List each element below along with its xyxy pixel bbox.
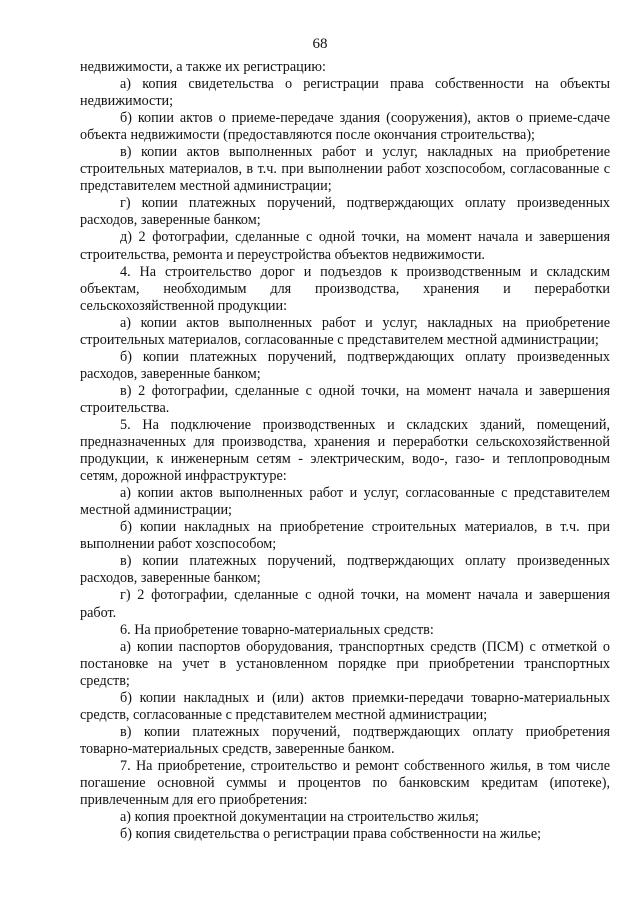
document-body (80, 59, 610, 843)
document-paragraph: 5. На подключение производственных и складских зданий, помещений, предназначенных для производства, хранения и переработки сельскохозяйственной продукции, к инженерным сетям - электрическим, водо-, газо- и теплопроводным сетям, дорожной инфраструктуре: (80, 416, 610, 485)
document-paragraph: 4. На строительство дорог и подъездов к производственным и складским объектам, необходимым для производства, хранения и переработки сельскохозяйственной продукции: (80, 263, 610, 314)
page-number: 68 (312, 36, 328, 52)
document-paragraph: в) копии актов выполненных работ и услуг, накладных на приобретение строительных материалов, в т.ч. при выполнении работ хозспособом, согласованные с представителем местной администрации; (80, 144, 610, 195)
document-paragraph: а) копия проектной документации на строительство жилья; (120, 809, 479, 826)
document-paragraph: г) 2 фотографии, сделанные с одной точки, на момент начала и завершения работ. (80, 587, 610, 621)
document-paragraph: а) копия свидетельства о регистрации права собственности на объекты недвижимости; (80, 76, 610, 110)
document-paragraph: 6. На приобретение товарно-материальных средств: (120, 621, 434, 638)
document-paragraph: в) копии платежных поручений, подтверждающих оплату приобретения товарно-материальных средств, заверенные банком. (80, 723, 610, 757)
document-paragraph: недвижимости, а также их регистрацию: (80, 59, 326, 75)
document-paragraph: а) копии актов выполненных работ и услуг, согласованные с представителем местной администрации; (80, 485, 610, 519)
document-paragraph: б) копии накладных и (или) актов приемки-передачи товарно-материальных средств, согласованные с представителем местной администрации; (80, 689, 610, 723)
document-paragraph: в) копии платежных поручений, подтверждающих оплату произведенных расходов, заверенные банком; (80, 553, 610, 587)
document-paragraph: б) копии накладных на приобретение строительных материалов, в т.ч. при выполнении работ хозспособом; (80, 519, 610, 553)
document-paragraph: д) 2 фотографии, сделанные с одной точки, на момент начала и завершения строительства, ремонта и переустройства объектов недвижимости. (80, 229, 610, 263)
document-paragraph: 7. На приобретение, строительство и ремонт собственного жилья, в том числе погашение основной суммы и процентов по банковским кредитам (ипотеке), привлеченным для его приобретения: (80, 757, 610, 809)
document-paragraph: в) 2 фотографии, сделанные с одной точки, на момент начала и завершения строительства. (80, 382, 610, 416)
document-paragraph: г) копии платежных поручений, подтверждающих оплату произведенных расходов, заверенные банком; (80, 195, 610, 229)
document-paragraph: б) копии платежных поручений, подтверждающих оплату произведенных расходов, заверенные банком; (80, 348, 610, 382)
document-paragraph: б) копия свидетельства о регистрации права собственности на жилье; (120, 826, 542, 843)
document-paragraph: а) копии паспортов оборудования, транспортных средств (ПСМ) с отметкой о постановке на учет в установленном порядке при приобретении транспортных средств; (80, 638, 610, 689)
document-paragraph: а) копии актов выполненных работ и услуг, накладных на приобретение строительных материалов, согласованные с представителем местной администрации; (80, 314, 610, 348)
document-paragraph: б) копии актов о приеме-передаче здания (сооружения), актов о приеме-сдаче объекта недвижимости (предоставляются после окончания строительства); (80, 110, 610, 144)
